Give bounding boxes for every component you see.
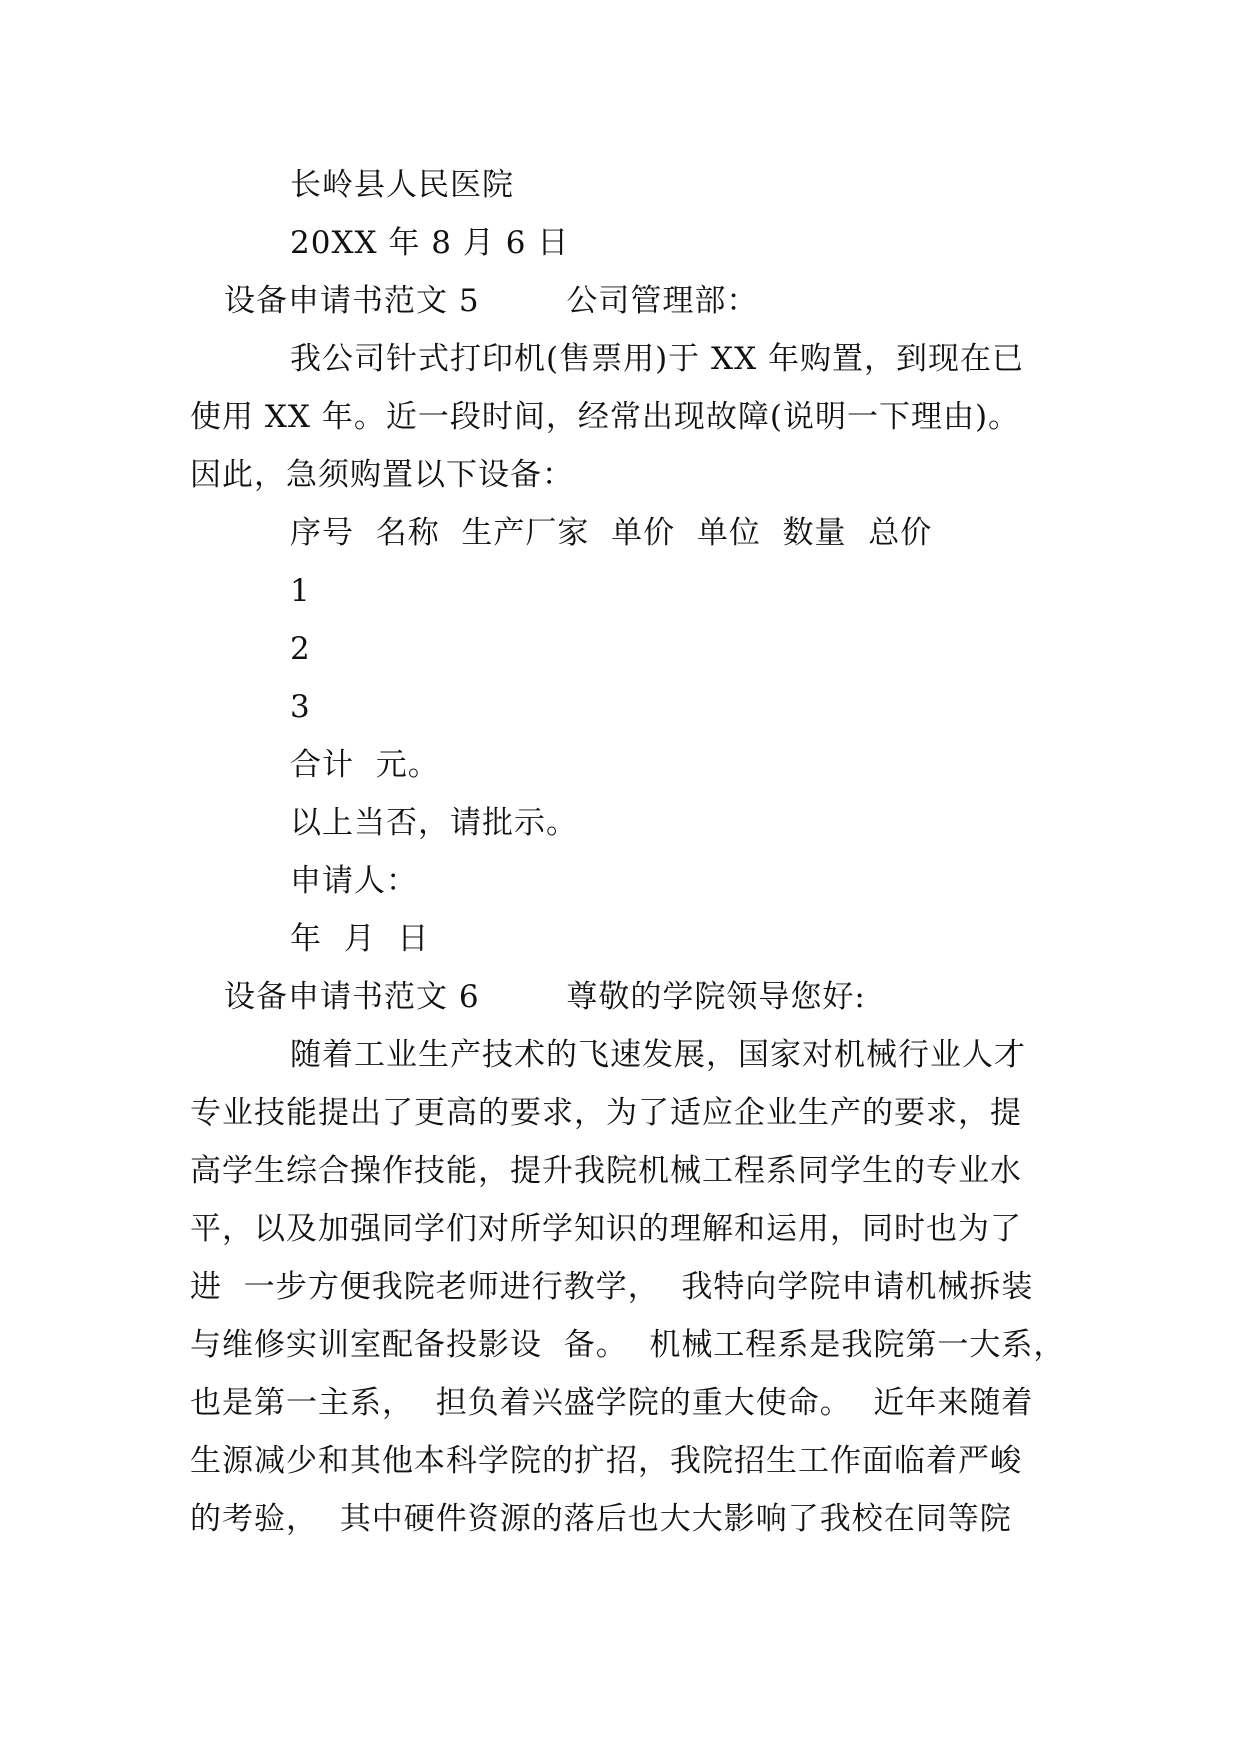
section5-paragraph-line: 使用 XX 年。近一段时间，经常出现故障(说明一下理由)。 [190,399,1021,435]
approval-request: 以上当否，请批示。 [290,805,578,841]
section5-heading: 设备申请书范文 5 公司管理部： [224,283,759,319]
section6-paragraph-line: 生源减少和其他本科学院的扩招，我院招生工作面临着严峻 [190,1443,1022,1479]
date-placeholder: 年 月 日 [290,921,430,957]
total-line: 合计 元。 [290,747,440,783]
section6-paragraph-line: 平，以及加强同学们对所学知识的理解和运用，同时也为了 [190,1211,1022,1247]
equipment-table-header: 序号 名称 生产厂家 单价 单位 数量 总价 [290,515,933,551]
section5-paragraph-line: 我公司针式打印机(售票用)于 XX 年购置，到现在已 [290,341,1025,377]
section6-heading: 设备申请书范文 6 尊敬的学院领导您好: [224,979,866,1015]
section6-paragraph-line: 与维修实训室配备投影设 备。 机械工程系是我院第一大系， [190,1327,1066,1363]
section6-paragraph-line: 进 一步方便我院老师进行教学， 我特向学院申请机械拆装 [190,1269,1034,1305]
applicant-label: 申请人： [290,863,418,899]
section6-paragraph-line: 专业技能提出了更高的要求，为了适应企业生产的要求，提 [190,1095,1022,1131]
signoff-date: 20XX 年 8 月 6 日 [290,225,570,261]
section6-paragraph-line: 的考验， 其中硬件资源的落后也大大影响了我校在同等院 [190,1501,1012,1537]
section6-paragraph-line: 也是第一主系， 担负着兴盛学院的重大使命。 近年来随着 [190,1385,1034,1421]
section6-paragraph-line: 随着工业生产技术的飞速发展，国家对机械行业人才 [290,1037,1026,1073]
equipment-table-row: 2 [290,631,311,667]
section5-paragraph-line: 因此，急须购置以下设备： [190,457,574,493]
equipment-table-row: 3 [290,689,311,725]
section6-paragraph-line: 高学生综合操作技能，提升我院机械工程系同学生的专业水 [190,1153,1022,1189]
signoff-organization: 长岭县人民医院 [290,167,514,203]
equipment-table-row: 1 [290,573,311,609]
